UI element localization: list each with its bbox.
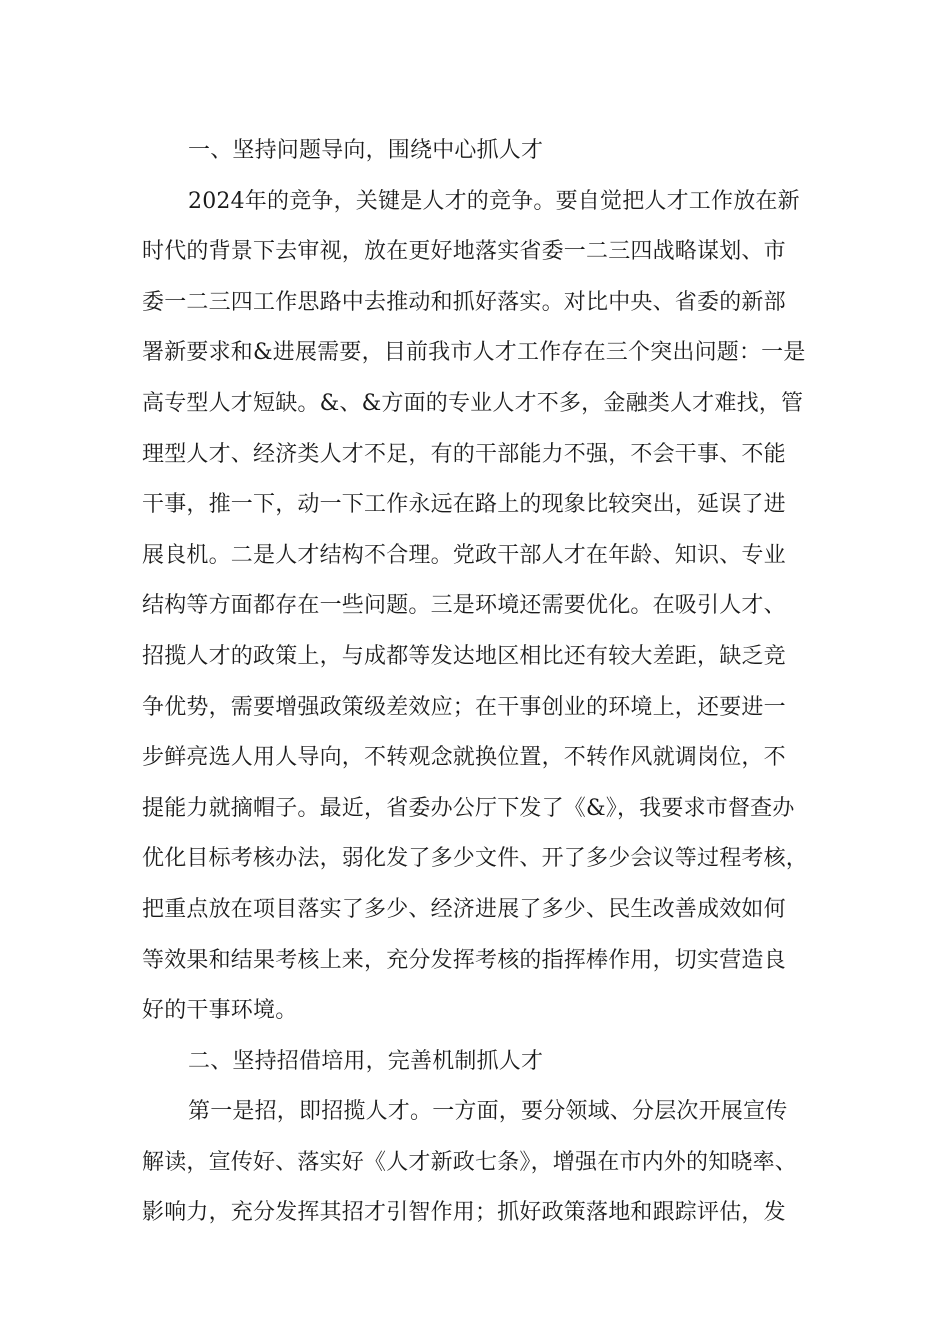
paragraph-line: 提能力就摘帽子。最近，省委办公厅下发了《&》，我要求市督查办	[142, 795, 795, 821]
paragraph-line: 2024年的竞争，关键是人才的竞争。要自觉把人才工作放在新	[188, 188, 800, 214]
paragraph-line: 争优势，需要增强政策级差效应；在干事创业的环境上，还要进一	[142, 694, 786, 720]
paragraph-line: 影响力，充分发挥其招才引智作用；抓好政策落地和跟踪评估，发	[142, 1200, 786, 1226]
paragraph-line: 高专型人才短缺。&、&方面的专业人才不多，金融类人才难找，管	[142, 390, 804, 416]
paragraph-line: 步鲜亮选人用人导向，不转观念就换位置，不转作风就调岗位，不	[142, 745, 786, 771]
paragraph-line: 署新要求和&进展需要，目前我市人才工作存在三个突出问题：一是	[142, 340, 806, 366]
paragraph-line: 理型人才、经济类人才不足，有的干部能力不强，不会干事、不能	[142, 441, 786, 467]
document-page	[142, 126, 822, 1239]
paragraph-line: 委一二三四工作思路中去推动和抓好落实。对比中央、省委的新部	[142, 289, 786, 315]
paragraph-line: 时代的背景下去审视，放在更好地落实省委一二三四战略谋划、市	[142, 239, 786, 265]
paragraph-line: 把重点放在项目落实了多少、经济进展了多少、民生改善成效如何	[142, 896, 786, 922]
paragraph-line: 等效果和结果考核上来，充分发挥考核的指挥棒作用，切实营造良	[142, 947, 786, 973]
paragraph-line: 干事，推一下，动一下工作永远在路上的现象比较突出，延误了进	[142, 492, 786, 518]
paragraph-line: 解读，宣传好、落实好《人才新政七条》，增强在市内外的知晓率、	[142, 1149, 798, 1175]
paragraph-line: 第一是招，即招揽人才。一方面，要分领域、分层次开展宣传	[188, 1099, 788, 1125]
paragraph-line: 招揽人才的政策上，与成都等发达地区相比还有较大差距，缺乏竞	[142, 643, 786, 669]
paragraph-line: 优化目标考核办法，弱化发了多少文件、开了多少会议等过程考核，	[142, 846, 809, 872]
section-heading-2: 二、坚持招借培用，完善机制抓人才	[188, 1048, 544, 1074]
paragraph-line: 结构等方面都存在一些问题。三是环境还需要优化。在吸引人才、	[142, 593, 786, 619]
paragraph-line: 展良机。二是人才结构不合理。党政干部人才在年龄、知识、专业	[142, 542, 786, 568]
paragraph-line: 好的干事环境。	[142, 998, 298, 1024]
section-heading-1: 一、坚持问题导向，围绕中心抓人才	[188, 138, 544, 163]
